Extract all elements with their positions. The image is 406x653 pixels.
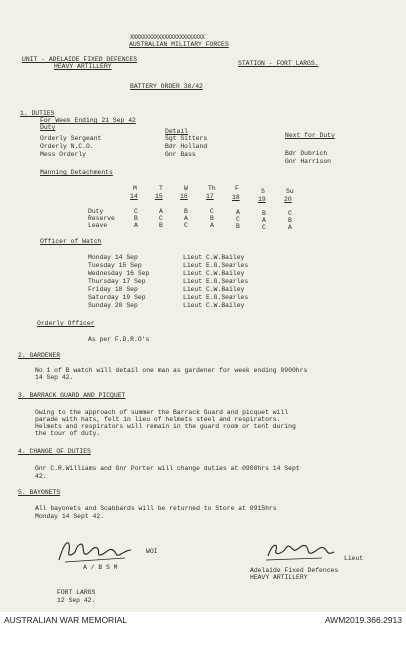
barrack-heading: 3. BARRACK GUARD AND PICQUET (18, 392, 126, 399)
next-column-header: Next for Duty (285, 132, 335, 139)
manning-cell: A (210, 222, 214, 229)
manning-cell: C (184, 222, 188, 229)
unit-label: UNIT - ADELAIDE FIXED DEFENCES (22, 56, 138, 63)
manning-row-label: Duty (88, 208, 104, 215)
watch-day: Wednesday 16 Sep (88, 270, 150, 277)
barrack-line: Owing to the approach of summer the Barrack Guard and picquet will (35, 409, 289, 416)
left-title: A / B S M (83, 564, 118, 571)
date-header: 19 (258, 196, 266, 203)
right-rank: Lieut (344, 555, 364, 562)
gardener-line: 14 Sep 42. (35, 374, 74, 381)
place: FORT LARGS (57, 589, 96, 596)
watch-officer: Lieut C.W.Bailey (183, 270, 245, 277)
duty-row-3: Mess Orderly (40, 151, 87, 158)
manning-row-label: Leave (88, 222, 108, 229)
manning-cell: B (262, 210, 266, 217)
manning-cell: C (288, 210, 292, 217)
battery-order: BATTERY ORDER 38/42 (130, 83, 203, 90)
date-header: 16 (180, 193, 188, 200)
manning-cell: B (288, 217, 292, 224)
manning-cell: B (184, 208, 188, 215)
day-header: Su (286, 188, 294, 195)
detail-row-2: Bdr Holland (165, 143, 208, 150)
detail-column-header: Detail (165, 128, 189, 135)
next-row-2: Bdr Dubrich (285, 150, 328, 157)
document-title: AUSTRALIAN MILITARY FORCES (129, 41, 229, 48)
manning-cell: C (236, 216, 240, 223)
manning-cell: B (236, 223, 240, 230)
left-signature-icon (55, 536, 135, 566)
manning-row-label: Reserve (88, 215, 115, 222)
watch-officer: Lieut E.G.Searles (183, 294, 249, 301)
manning-cell: C (210, 208, 214, 215)
orderly-officer-heading: Orderly Officer (37, 320, 95, 327)
watch-officer: Lieut C.W.Bailey (183, 302, 245, 309)
footer-accession: AWM2019.366.2913 (324, 615, 402, 625)
change-duties-line: 42. (35, 473, 47, 480)
day-header: W (184, 185, 188, 192)
duty-row-2: Orderly N.C.O. (40, 143, 94, 150)
day-header: S (261, 188, 265, 195)
date-header: 18 (232, 194, 240, 201)
date-header: 15 (155, 193, 163, 200)
watch-day: Friday 18 Sep (88, 286, 138, 293)
barrack-line: the tour of duty. (35, 430, 101, 437)
watch-day: Monday 14 Sep (88, 254, 138, 261)
bayonets-line: Monday 14 Sept 42. (35, 513, 105, 520)
gardener-line: No 1 of B watch will detail one man as gardener for week ending 0900hrs (35, 367, 308, 374)
manning-cell: A (288, 224, 292, 231)
barrack-line: parade with hats, felt in lieu of helmets steel and respirators. (35, 416, 281, 423)
watch-day: Sunday 20 Sep (88, 302, 138, 309)
manning-cell: C (159, 215, 163, 222)
right-unit: Adelaide Fixed Defences (250, 567, 339, 574)
detail-row-3: Gnr Bass (165, 151, 196, 158)
watch-day: Tuesday 15 Sep (88, 262, 142, 269)
manning-cell: A (134, 222, 138, 229)
date: 12 Sep 42. (57, 597, 96, 604)
right-unit-sub: HEAVY ARTILLERY (250, 574, 308, 581)
duty-row-1: Orderly Sergeant (40, 135, 102, 142)
right-signature-icon (262, 536, 342, 564)
manning-cell: A (236, 209, 240, 216)
duty-column-header: Duty (40, 124, 56, 131)
manning-cell: A (262, 217, 266, 224)
manning-cell: A (184, 215, 188, 222)
detail-row-1: Sgt Sitters (165, 135, 208, 142)
manning-heading: Manning Detachments (40, 169, 113, 176)
manning-cell: A (159, 208, 163, 215)
day-header: Th (208, 185, 216, 192)
barrack-line: Helmets and respirators will remain in the guard room or tent during (35, 423, 296, 430)
manning-cell: C (262, 224, 266, 231)
date-header: 14 (130, 193, 138, 200)
manning-cell: B (159, 222, 163, 229)
watch-officer: Lieut E.G.Searles (183, 278, 249, 285)
left-rank: WOI (146, 548, 158, 555)
gardener-heading: 2. GARDENER (18, 352, 61, 359)
day-header: F (235, 185, 239, 192)
watch-day: Saturday 19 Sep (88, 294, 146, 301)
manning-cell: C (134, 208, 138, 215)
watch-officer: Lieut C.W.Bailey (183, 254, 245, 261)
watch-day: Thursday 17 Sep (88, 278, 146, 285)
bayonets-line: All bayonets and Scabbards will be returned to Store at 0915hrs (35, 505, 277, 512)
watch-heading: Officer of Watch (40, 238, 102, 245)
watch-officer: Lieut E.G.Searles (183, 262, 249, 269)
footer-source: AUSTRALIAN WAR MEMORIAL (4, 615, 127, 625)
manning-cell: B (210, 215, 214, 222)
watch-officer: Lieut C.W.Bailey (183, 286, 245, 293)
change-duties-line: Gnr C.R.Williams and Gnr Porter will change duties at 0900hrs 14 Sept (35, 465, 300, 472)
day-header: T (159, 185, 163, 192)
orderly-officer-text: As per F.D.R.O's (88, 336, 150, 343)
change-duties-heading: 4. CHANGE OF DUTIES (18, 448, 91, 455)
footer-bar (0, 612, 406, 653)
unit-subtitle: HEAVY ARTILLERY (54, 63, 112, 70)
struck-line: XXXXXXXXXXXXXXXXXXXXXXXX (130, 34, 205, 39)
week-ending: For Week Ending 21 Sep 42 (40, 117, 136, 124)
manning-cell: B (134, 215, 138, 222)
day-header: M (133, 185, 137, 192)
date-header: 17 (206, 193, 214, 200)
date-header: 20 (284, 196, 292, 203)
next-row-3: Gnr Harrison (285, 158, 332, 165)
station-label: STATION - FORT LARGS. (238, 60, 319, 67)
bayonets-heading: 5. BAYONETS (18, 489, 61, 496)
duties-heading: 1. DUTIES (20, 110, 55, 117)
